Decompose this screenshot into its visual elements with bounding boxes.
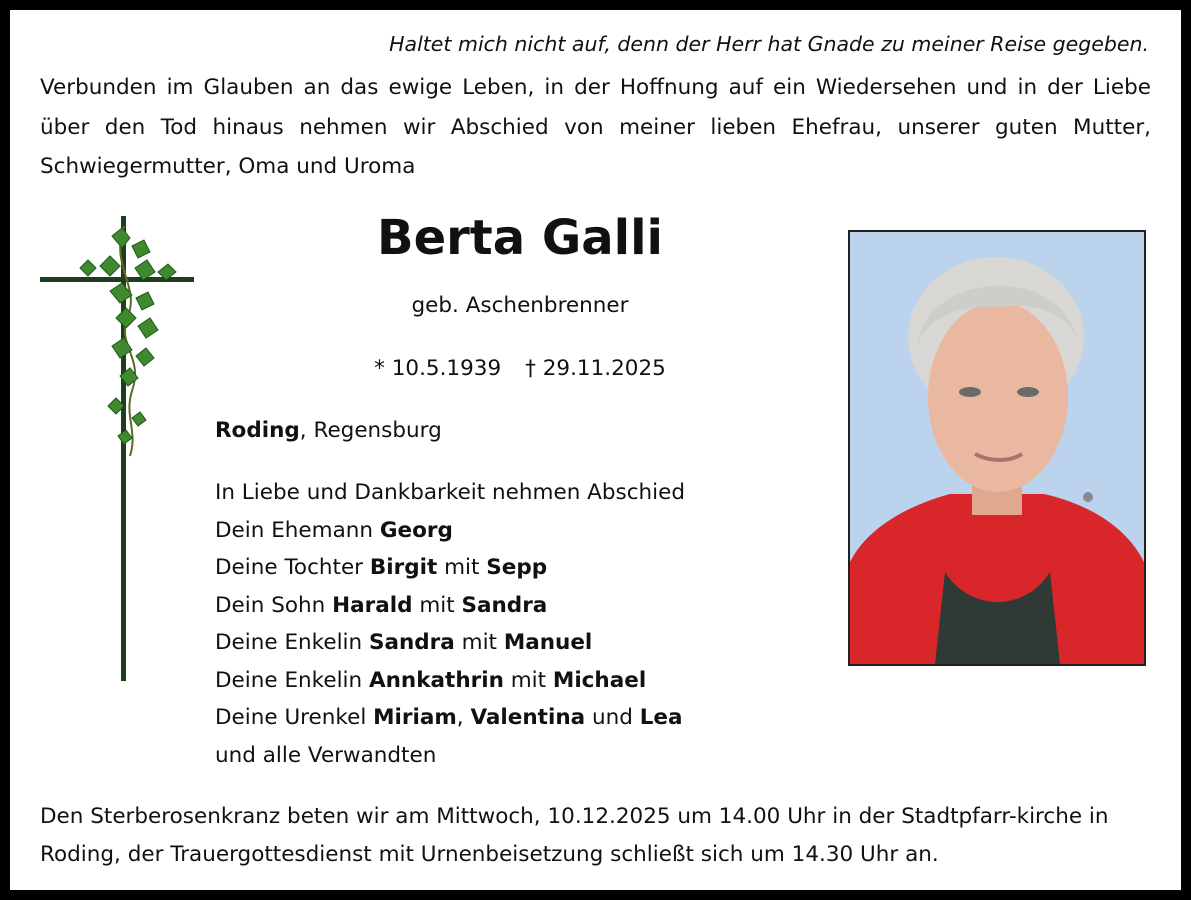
deceased-name: Berta Galli [376, 210, 663, 266]
mourner-name: Sandra [368, 630, 455, 655]
portrait-image [850, 232, 1144, 664]
mourner-line [215, 512, 685, 550]
residence [215, 418, 442, 443]
mourner-relation: , [456, 705, 471, 730]
mourner-relation: mit [503, 667, 553, 693]
mourner-relation: mit [437, 555, 487, 580]
cross-with-ivy-icon [40, 206, 200, 686]
mourner-line [215, 662, 685, 700]
mourners-heading: In Liebe und Dankbarkeit nehmen Abschied [215, 480, 686, 505]
mourner-name: Valentina [470, 705, 586, 730]
mourner-name: Miriam [373, 705, 457, 730]
mourner-name: Michael [552, 667, 647, 693]
mourner-name: Manuel [503, 630, 593, 655]
mourner-line [215, 587, 685, 625]
birth-date: * 10.5.1939 [374, 356, 502, 381]
intro-text: Verbunden im Glauben an das ewige Leben, in der Hoffnung auf ein Wiedersehen und in der Liebe über den Tod hinaus nehmen wir Abschied von meiner lieben Ehefrau, unserer guten Mutter, Schwiegermutter, Oma und Uroma [40, 75, 1151, 179]
mourner-line [215, 624, 685, 662]
mourner-relation: Deine Tochter [215, 555, 370, 580]
mourner-relation: und [585, 705, 640, 730]
mourners-footer: und alle Verwandten [215, 742, 437, 768]
mourner-name: Lea [639, 705, 683, 730]
mourner-relation: Dein Sohn [215, 592, 333, 618]
mourner-name: Birgit [369, 555, 438, 580]
mourner-relation: Deine Enkelin [215, 667, 369, 693]
mourner-relation: Dein Ehemann [215, 517, 380, 543]
mourner-name: Sandra [461, 592, 548, 618]
mourner-line [215, 699, 685, 737]
residence-town: Roding [215, 418, 300, 443]
maiden-name: geb. Aschenbrenner [411, 293, 629, 318]
mourners-list [215, 474, 685, 774]
mourner-name: Sepp [486, 555, 548, 580]
death-date: † 29.11.2025 [525, 356, 666, 381]
mourner-relation: Deine Urenkel [215, 705, 374, 730]
residence-region: , Regensburg [299, 418, 442, 443]
mourner-relation: mit [454, 630, 504, 655]
portrait-photo [848, 230, 1146, 666]
mourner-line [215, 549, 685, 587]
life-dates [210, 356, 830, 381]
mourner-relation: Deine Enkelin [215, 630, 369, 655]
mourner-name: Harald [332, 592, 413, 618]
closing-notice: Den Sterberosenkranz beten wir am Mittwoch, 10.12.2025 um 14.00 Uhr in der Stadtpfarr-kirche in Roding, der Trauergottesdienst mit Urnenbeisetzung schließt sich um 14.30 Uhr an. [40, 804, 1109, 867]
mourner-relation: mit [412, 592, 462, 618]
bible-verse: Haltet mich nicht auf, denn der Herr hat Gnade zu meiner Reise gegeben. [389, 32, 1149, 56]
mourner-name: Annkathrin [368, 667, 504, 693]
mourner-name: Georg [379, 517, 453, 543]
